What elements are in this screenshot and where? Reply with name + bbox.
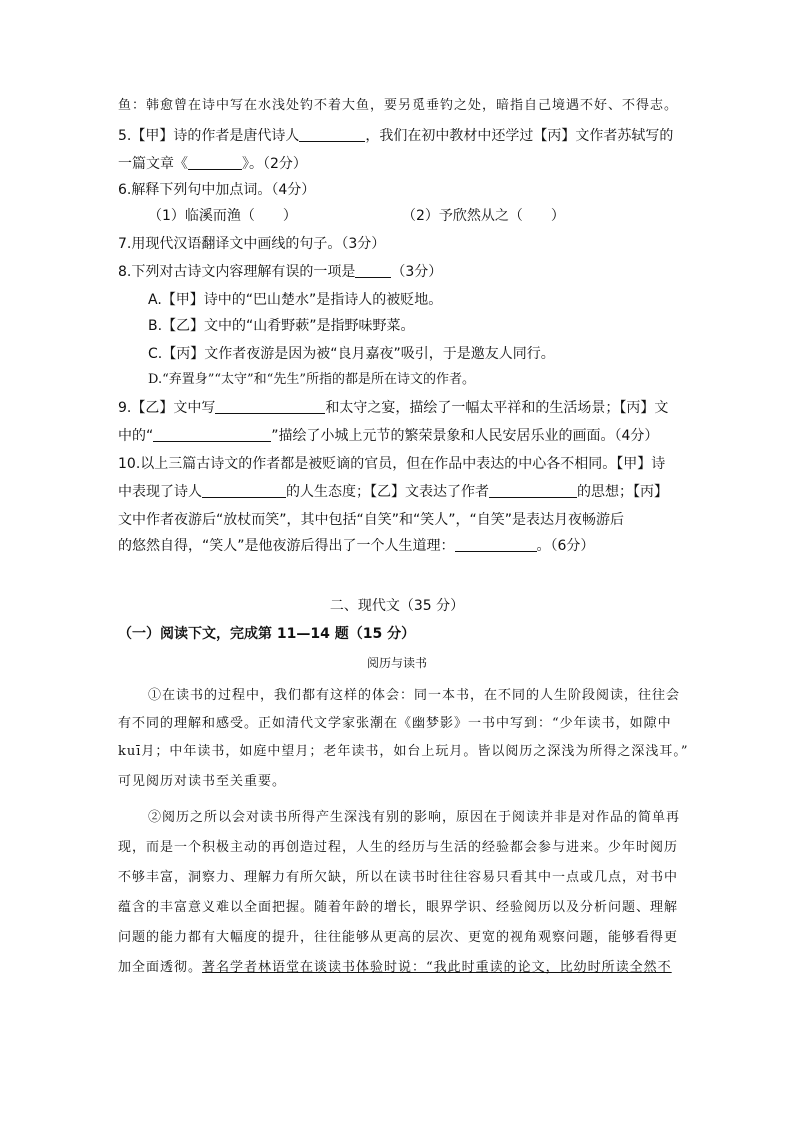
question-8-option-b[interactable]: B.【乙】文中的“山肴野蔌”是指野味野菜。	[148, 318, 415, 334]
question-6-item-1: （1）临溪而渔（ ）	[148, 208, 297, 224]
paragraph-2-line: ②阅历之所以会对读书所得产生深浅有别的影响，原因在于阅读并非是对作品的简单再	[148, 810, 681, 825]
question-8-option-c[interactable]: C.【丙】文作者夜游是因为被“良月嘉夜”吸引，于是邀友人同行。	[148, 346, 555, 362]
question-5-line-2: 一篇文章《 》。（2分）	[118, 156, 307, 172]
section-heading: 二、现代文（35 分）	[329, 598, 465, 614]
question-10-line-3: 文中作者夜游后“放杖而笑”，其中包括“自笑”和“笑人”，“自笑”是表达月夜畅游后	[118, 512, 625, 528]
question-8: 8.下列对古诗文内容理解有误的一项是 （3分）	[118, 264, 443, 280]
answer-blank[interactable]	[215, 399, 325, 414]
question-6: 6.解释下列句中加点词。（4分）	[118, 182, 316, 198]
question-6-item-2: （2）予欣然从之（ ）	[402, 208, 565, 224]
answer-blank[interactable]	[355, 263, 391, 278]
answer-blank[interactable]	[188, 155, 242, 170]
question-10-line-4: 的悠然自得，“笑人”是他夜游后得出了一个人生道理： 。（6分）	[118, 538, 595, 554]
question-7: 7.用现代汉语翻译文中画线的句子。（3分）	[118, 236, 386, 252]
paragraph-2-line: 加全面透彻。著名学者林语堂在谈读书体验时说：“我此时重读的论文，比幼时所读全然不	[118, 960, 672, 975]
paragraph-2-line: 蕴含的丰富意义难以全面把握。随着年龄的增长，眼界学识、经验阅历以及分析问题、理解	[118, 900, 679, 915]
article-title: 阅历与读书	[366, 656, 427, 670]
answer-blank[interactable]	[489, 483, 577, 498]
answer-blank[interactable]	[153, 427, 271, 442]
question-8-option-a[interactable]: A.【甲】诗中的“巴山楚水”是指诗人的被贬地。	[148, 292, 443, 308]
question-10-line-1: 10.以上三篇古诗文的作者都是被贬谪的官员，但在作品中表达的中心各不相同。【甲】诗	[118, 456, 666, 472]
answer-blank[interactable]	[299, 127, 365, 142]
paragraph-2-line: 不够丰富，洞察力、理解力有所欠缺，所以在读书时往往容易只看其中一点或几点，对书中	[118, 870, 679, 885]
paragraph-1-line: ①在读书的过程中，我们都有这样的体会：同一本书，在不同的人生阶段阅读，往往会	[148, 688, 681, 703]
question-9-line-2: 中的“ ”描绘了小城上元节的繁荣景象和人民安居乐业的画面。（4分）	[118, 428, 659, 444]
question-9-line-1: 9.【乙】文中写 和太守之宴，描绘了一幅太平祥和的生活场景；【丙】文	[118, 400, 669, 416]
poem-note-tail: 鱼：韩愈曾在诗中写在水浅处钓不着大鱼，要另觅垂钓之处，暗指自己境遇不好、不得志。	[118, 98, 679, 113]
question-5-line-1: 5.【甲】诗的作者是唐代诗人 ，我们在初中教材中还学过【丙】文作者苏轼写的	[118, 128, 674, 144]
paragraph-2-line: 现，而是一个积极主动的再创造过程，人生的经历与生活的经验都会参与进来。少年时阅历	[118, 840, 679, 855]
answer-blank[interactable]	[455, 537, 537, 552]
underlined-sentence: 著名学者林语堂在谈读书体验时说：“我此时重读的论文，比幼时所读全然不	[202, 960, 672, 975]
question-10-line-2: 中表现了诗人 的人生态度；【乙】文表达了作者 的思想；【丙】	[118, 484, 668, 500]
paragraph-1-line: 可见阅历对读书至关重要。	[118, 774, 287, 789]
paragraph-2-line: 问题的能力都有大幅度的提升，往往能够从更高的层次、更宽的视角观察问题，能够看得更	[118, 930, 679, 945]
answer-blank[interactable]	[202, 483, 286, 498]
section-subheading: （一）阅读下文，完成第 11—14 题（15 分）	[118, 626, 416, 642]
paragraph-1-line: kuī月；中年读书，如庭中望月；老年读书，如台上玩月。皆以阅历之深浅为所得之深浅耳。”	[118, 744, 689, 759]
question-8-option-d[interactable]: D.“弃置身”“太守”和“先生”所指的都是所在诗文的作者。	[148, 372, 475, 387]
paragraph-1-line: 有不同的理解和感受。正如清代文学家张潮在《幽梦影》一书中写到：“少年读书，如隙中	[118, 716, 672, 731]
